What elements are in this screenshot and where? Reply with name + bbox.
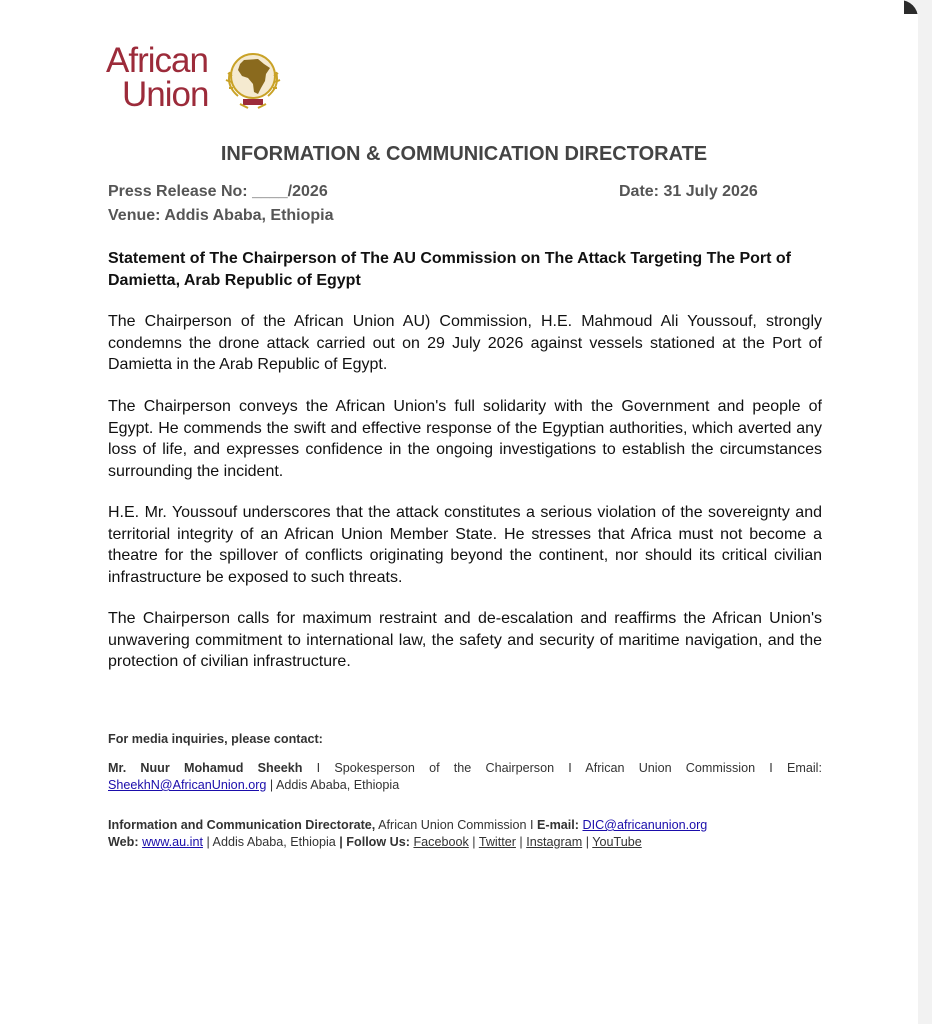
twitter-link[interactable]: Twitter (478, 835, 516, 849)
directorate-name: Information and Communication Directorate, (108, 818, 376, 832)
directorate-org: African Union Commission I (375, 818, 537, 832)
youtube-link[interactable]: YouTube (592, 835, 642, 849)
web-label: Web: (108, 835, 139, 849)
contact-role: I Spokesperson of the Chairperson I African Union Commission I Email: (302, 761, 822, 775)
paragraph-2: The Chairperson conveys the African Union's full solidarity with the Government and people of Egypt. He commends the swift and effective response of the Egyptian authorities, which averted any loss of life, and expresses confidence in the ongoing investigations to establish the circumstances surrounding the incident. (108, 398, 822, 480)
logo-line-2: Union (122, 75, 209, 114)
logo-line-1: African (106, 41, 208, 80)
release-venue: Venue: Addis Ababa, Ethiopia (108, 207, 334, 224)
africa-emblem-icon (218, 46, 288, 110)
facebook-link[interactable]: Facebook (413, 835, 469, 849)
web-location: | Addis Ababa, Ethiopia (202, 835, 340, 849)
contact-name: Mr. Nuur Mohamud Sheekh (108, 761, 303, 775)
directorate-email-label: E-mail: (536, 818, 579, 832)
paragraph-1: The Chairperson of the African Union AU) Commission, H.E. Mahmoud Ali Youssouf, strongly condemns the drone attack carried out on 29 July 2026 against vessels stationed at the Port of Damietta in the Arab Republic of Egypt. (108, 313, 822, 373)
african-union-logo (106, 41, 296, 114)
instagram-link[interactable]: Instagram (526, 835, 583, 849)
directorate-contact: Information and Communication Directorate, African Union Commission I E-mail: DIC@africanunion.org Web: www.au.int | Addis Ababa, Ethiopia | Follow Us: Facebook | Twitter | Instagram | YouTube (108, 818, 708, 849)
contact-location: | Addis Ababa, Ethiopia (266, 778, 400, 792)
paragraph-4: The Chairperson calls for maximum restraint and de-escalation and reaffirms the African Union's unwavering commitment to international law, the safety and security of maritime navigation, and the protection of civilian infrastructure. (108, 610, 822, 670)
media-inquiries-heading: For media inquiries, please contact: (108, 732, 323, 746)
paragraph-3: H.E. Mr. Youssouf underscores that the attack constitutes a serious violation of the sovereignty and territorial integrity of an African Union Member State. He stresses that Africa must not become a theatre for the spillover of conflicts originating beyond the continent, nor should its critical civilian infrastructure be exposed to such threats. (108, 504, 822, 586)
press-release-number: Press Release No: ____/2026 (108, 183, 328, 200)
directorate-email-link[interactable]: DIC@africanunion.org (582, 818, 708, 832)
window-corner (904, 0, 918, 14)
spokesperson-contact (108, 760, 822, 794)
contact-email-link[interactable]: SheekhN@AfricanUnion.org (108, 778, 267, 792)
website-link[interactable]: www.au.int (142, 835, 203, 849)
logo-wordmark (106, 41, 209, 114)
directorate-heading: INFORMATION & COMMUNICATION DIRECTORATE (220, 143, 708, 165)
release-date: Date: 31 July 2026 (619, 183, 758, 200)
statement-title: Statement of The Chairperson of The AU Commission on The Attack Targeting The Port of Damietta, Arab Republic of Egypt (108, 250, 792, 289)
follow-us-label: | Follow Us: (339, 835, 410, 849)
